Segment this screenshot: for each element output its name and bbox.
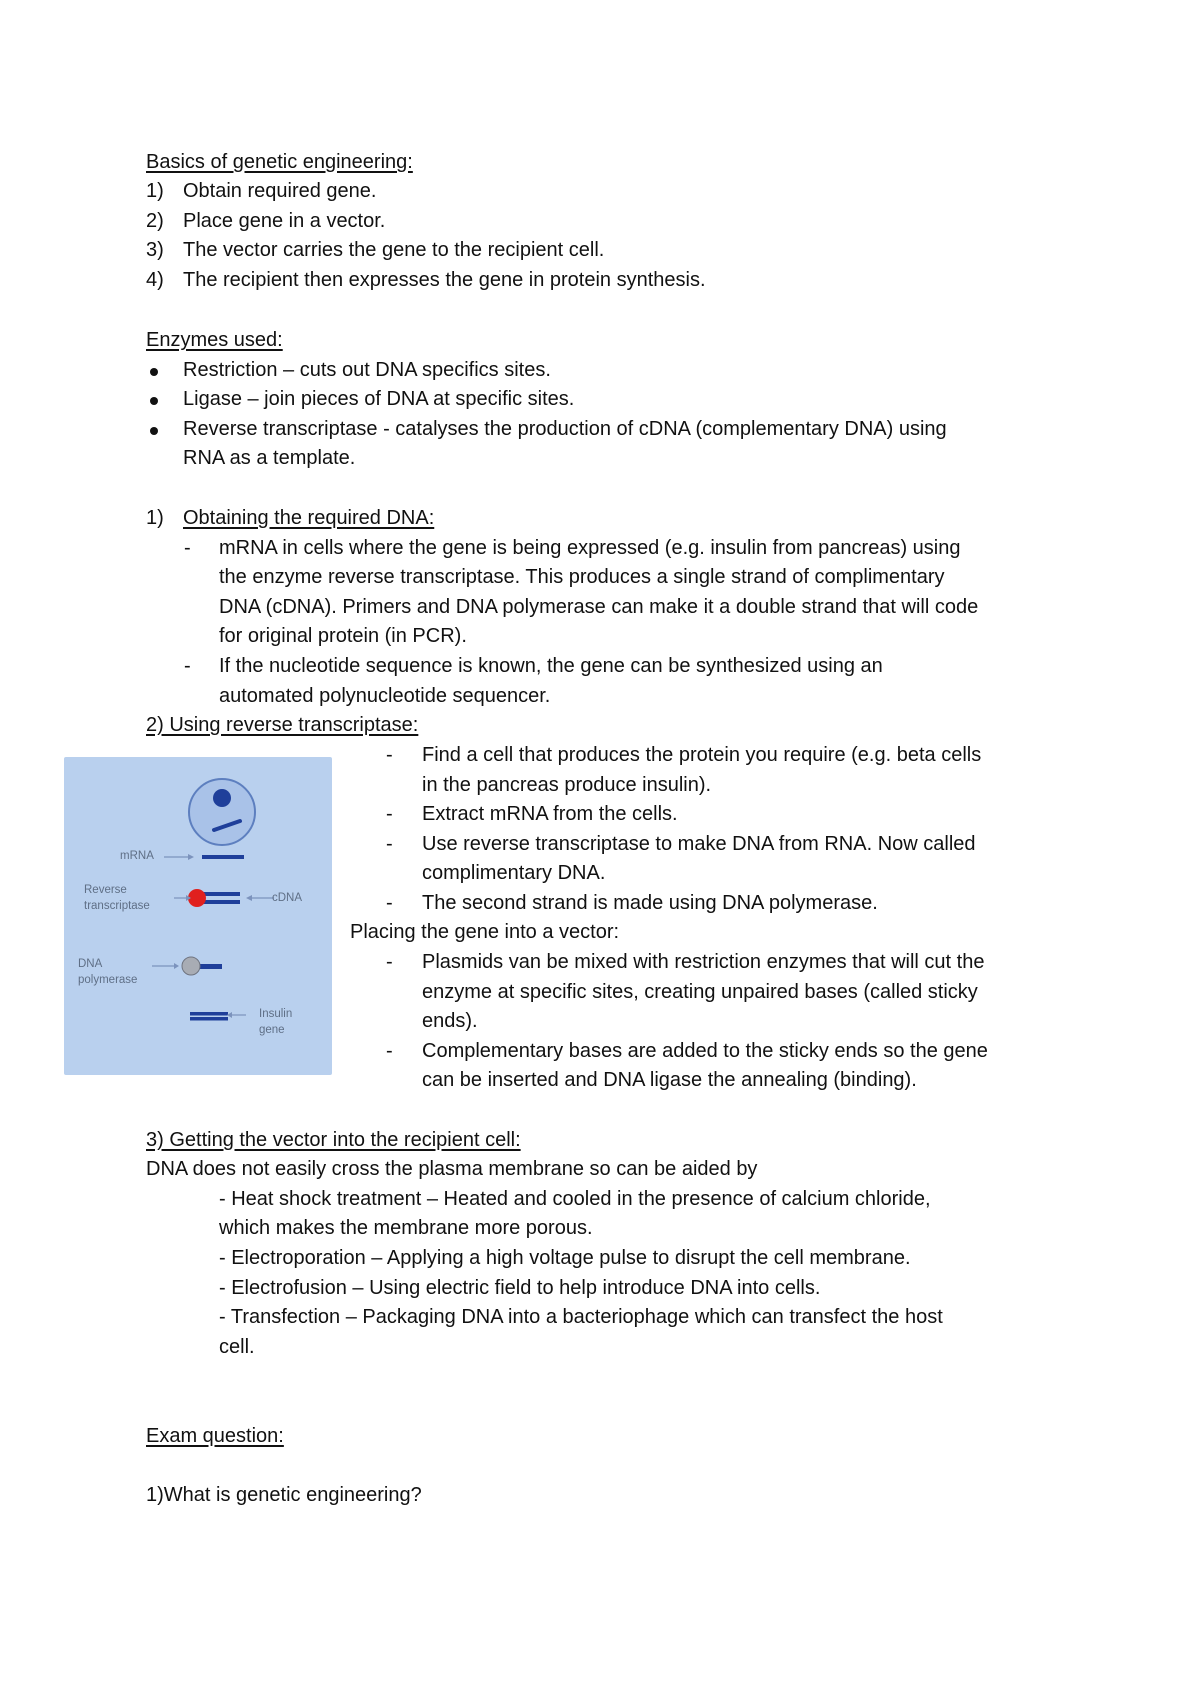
- reverse-line: complimentary DNA.: [422, 862, 606, 884]
- dash-marker: -: [386, 803, 393, 825]
- exam-question: 1)What is genetic engineering?: [146, 1484, 422, 1506]
- dash-marker: -: [386, 833, 393, 855]
- step-text: The recipient then expresses the gene in protein synthesis.: [183, 269, 706, 291]
- bullet-icon: [150, 415, 158, 445]
- vector-line: Plasmids van be mixed with restriction enzymes that will cut the: [422, 951, 985, 973]
- obtaining-heading: Obtaining the required DNA:: [183, 507, 435, 529]
- step-number: 3): [146, 239, 164, 261]
- cell-icon: [189, 779, 255, 845]
- cdna-label: cDNA: [272, 892, 303, 904]
- insulin-gene-label-line1: Insulin: [259, 1008, 293, 1020]
- recipient-line: - Heat shock treatment – Heated and cooled in the presence of calcium chloride,: [219, 1188, 931, 1210]
- dash-marker: -: [184, 655, 191, 677]
- step-number: 4): [146, 269, 164, 291]
- enzyme-item: Reverse transcriptase - catalyses the production of cDNA (complementary DNA) using: [183, 418, 947, 440]
- vector-line: Complementary bases are added to the sticky ends so the gene: [422, 1040, 988, 1062]
- bullet-icon: [150, 385, 158, 415]
- recipient-line: which makes the membrane more porous.: [219, 1217, 593, 1239]
- dna-polymerase-label-line1: DNA: [78, 958, 103, 970]
- enzyme-item: Ligase – join pieces of DNA at specific sites.: [183, 388, 575, 410]
- reverse-label-line2: transcriptase: [84, 900, 150, 912]
- recipient-line: - Transfection – Packaging DNA into a bacteriophage which can transfect the host: [219, 1306, 943, 1328]
- dash-marker: -: [386, 744, 393, 766]
- reverse-line: Find a cell that produces the protein you require (e.g. beta cells: [422, 744, 982, 766]
- enzyme-item-continued: RNA as a template.: [183, 447, 356, 469]
- reverse-transcriptase-figure: [64, 757, 332, 1075]
- dash-marker: -: [386, 951, 393, 973]
- recipient-line: - Electroporation – Applying a high voltage pulse to disrupt the cell membrane.: [219, 1247, 911, 1269]
- reverse-line: The second strand is made using DNA polymerase.: [422, 892, 878, 914]
- section-number: 1): [146, 507, 164, 529]
- step-text: Obtain required gene.: [183, 180, 377, 202]
- recipient-intro: DNA does not easily cross the plasma membrane so can be aided by: [146, 1158, 758, 1180]
- reverse-line: Use reverse transcriptase to make DNA from RNA. Now called: [422, 833, 976, 855]
- insulin-gene-bottom: [190, 1017, 228, 1021]
- dna-polymerase-label-line2: polymerase: [78, 974, 138, 986]
- exam-heading: Exam question:: [146, 1425, 284, 1447]
- obtaining-line: automated polynucleotide sequencer.: [219, 685, 551, 707]
- step-text: The vector carries the gene to the recipient cell.: [183, 239, 605, 261]
- nucleus-icon: [213, 789, 231, 807]
- reverse-label-line1: Reverse: [84, 884, 127, 896]
- reverse-line: Extract mRNA from the cells.: [422, 803, 678, 825]
- dash-marker: -: [386, 1040, 393, 1062]
- enzyme-item: Restriction – cuts out DNA specifics sites.: [183, 359, 551, 381]
- mrna-strand: [202, 855, 244, 859]
- dash-marker: -: [386, 892, 393, 914]
- vector-line: can be inserted and DNA ligase the annealing (binding).: [422, 1069, 917, 1091]
- obtaining-line: the enzyme reverse transcriptase. This produces a single strand of complimentary: [219, 566, 945, 588]
- step-text: Place gene in a vector.: [183, 210, 386, 232]
- basics-heading: Basics of genetic engineering:: [146, 151, 413, 173]
- step-number: 1): [146, 180, 164, 202]
- obtaining-line: mRNA in cells where the gene is being expressed (e.g. insulin from pancreas) using: [219, 537, 961, 559]
- bullet-icon: [150, 356, 158, 386]
- obtaining-line: If the nucleotide sequence is known, the gene can be synthesized using an: [219, 655, 883, 677]
- figure-diagram: [64, 757, 332, 1075]
- mrna-label: mRNA: [120, 850, 154, 862]
- dna-polymerase-icon: [182, 957, 200, 975]
- recipient-heading: 3) Getting the vector into the recipient cell:: [146, 1129, 521, 1151]
- step-number: 2): [146, 210, 164, 232]
- obtaining-line: for original protein (in PCR).: [219, 625, 467, 647]
- dash-marker: -: [184, 537, 191, 559]
- insulin-gene-label-line2: gene: [259, 1024, 285, 1036]
- recipient-line: - Electrofusion – Using electric field to help introduce DNA into cells.: [219, 1277, 821, 1299]
- vector-heading: Placing the gene into a vector:: [350, 921, 620, 943]
- vector-line: ends).: [422, 1010, 478, 1032]
- reverse-line: in the pancreas produce insulin).: [422, 774, 712, 796]
- obtaining-line: DNA (cDNA). Primers and DNA polymerase can make it a double strand that will code: [219, 596, 979, 618]
- vector-line: enzyme at specific sites, creating unpaired bases (called sticky: [422, 981, 978, 1003]
- insulin-gene-top: [190, 1012, 228, 1016]
- reverse-heading: 2) Using reverse transcriptase:: [146, 714, 419, 736]
- recipient-line: cell.: [219, 1336, 255, 1358]
- enzymes-heading: Enzymes used:: [146, 329, 283, 351]
